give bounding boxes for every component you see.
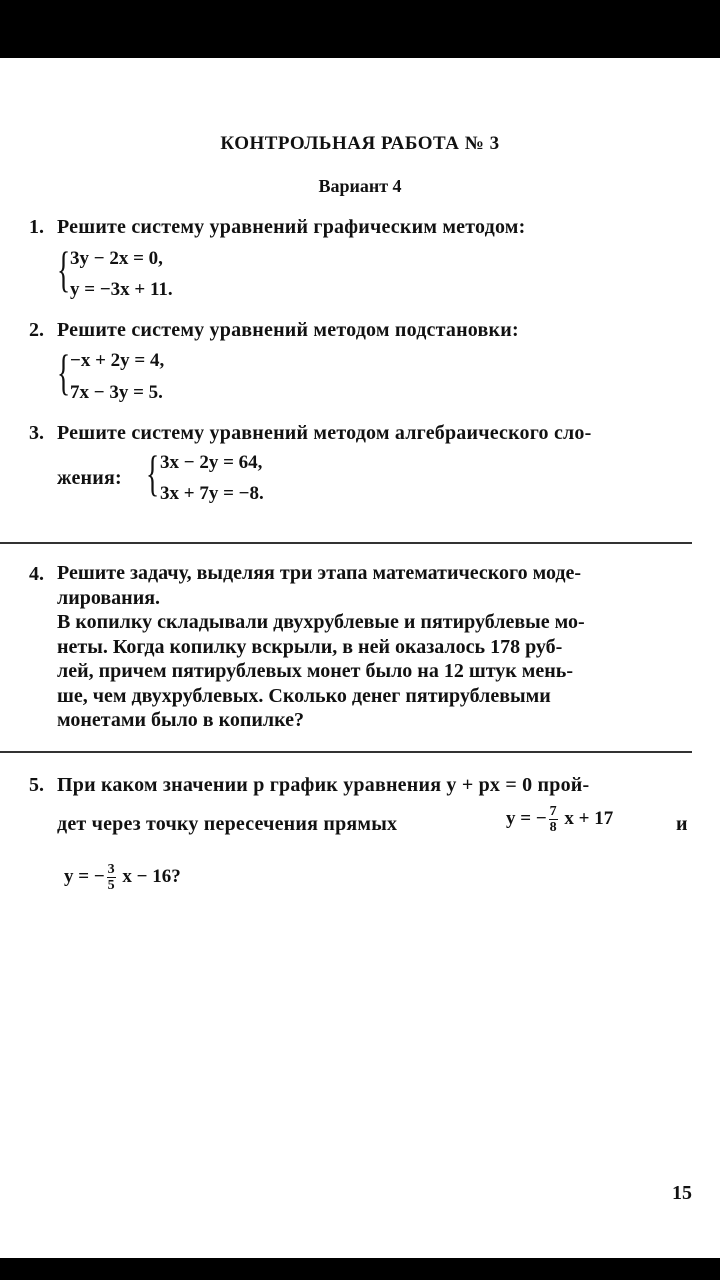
task-3-lead: жения:: [57, 467, 122, 489]
task-5-and: и: [676, 813, 688, 835]
task-3-eq-2: 3x + 7y = −8.: [160, 483, 264, 504]
equation-left: y = −: [506, 807, 547, 829]
task-5-line-1: При каком значении p график уравнения y + px = 0 прой-: [57, 774, 590, 796]
variant-heading: Вариант 4: [318, 176, 402, 196]
task-1-text: Решите систему уравнений графическим методом:: [57, 216, 526, 238]
fraction-denominator: 5: [107, 878, 115, 893]
equation-left: y = −: [64, 865, 105, 887]
task-2-eq-1: −x + 2y = 4,: [70, 350, 165, 371]
task-1-eq-2: y = −3x + 11.: [70, 279, 173, 300]
task-5-number: 5.: [29, 774, 44, 796]
task-4-line: неты. Когда копилку вскрыли, в ней оказалось 178 руб-: [57, 635, 563, 658]
task-5-line-2-equation: [506, 804, 613, 835]
fraction-numerator: 7: [549, 804, 557, 819]
fraction-denominator: 8: [549, 820, 557, 835]
task-1-eq-1: 3y − 2x = 0,: [70, 248, 163, 269]
task-4-number: 4.: [29, 563, 44, 585]
task-1-brace: {: [57, 241, 71, 297]
fraction-7-8: [549, 804, 558, 835]
page-title: КОНТРОЛЬНАЯ РАБОТА № 3: [220, 133, 500, 154]
task-3-brace: {: [146, 445, 160, 501]
task-3-text: Решите систему уравнений методом алгебраического сло-: [57, 422, 592, 444]
task-5-line-2-text: дет через точку пересечения прямых: [57, 813, 398, 835]
divider-1: [0, 542, 692, 544]
equation-right: x + 17: [564, 807, 614, 829]
task-5-line-3-equation: [64, 862, 181, 893]
equation-right: x − 16?: [122, 865, 181, 887]
task-4-text: [57, 561, 692, 733]
fraction-3-5: [107, 862, 116, 893]
task-4-line: монетами было в копилке?: [57, 709, 305, 731]
fraction-numerator: 3: [107, 862, 115, 877]
task-2-number: 2.: [29, 319, 44, 341]
task-2-brace: {: [57, 344, 71, 400]
task-4-line: Решите задачу, выделяя три этапа математического моде-: [57, 562, 582, 584]
page: [0, 58, 720, 1258]
task-4-line: В копилку складывали двухрублевые и пятирублевые мо-: [57, 611, 585, 633]
task-3-number: 3.: [29, 422, 44, 444]
task-2-eq-2: 7x − 3y = 5.: [70, 382, 163, 403]
page-number: 15: [672, 1182, 692, 1204]
task-4-line: лирования.: [57, 586, 161, 609]
task-4-line: ше, чем двухрублевых. Сколько денег пятирублевыми: [57, 684, 551, 707]
task-1-number: 1.: [29, 216, 44, 238]
task-2-text: Решите систему уравнений методом подстановки:: [57, 319, 519, 341]
divider-2: [0, 751, 692, 753]
task-3-eq-1: 3x − 2y = 64,: [160, 452, 263, 473]
task-4-line: лей, причем пятирублевых монет было на 12 штук мень-: [57, 660, 574, 682]
